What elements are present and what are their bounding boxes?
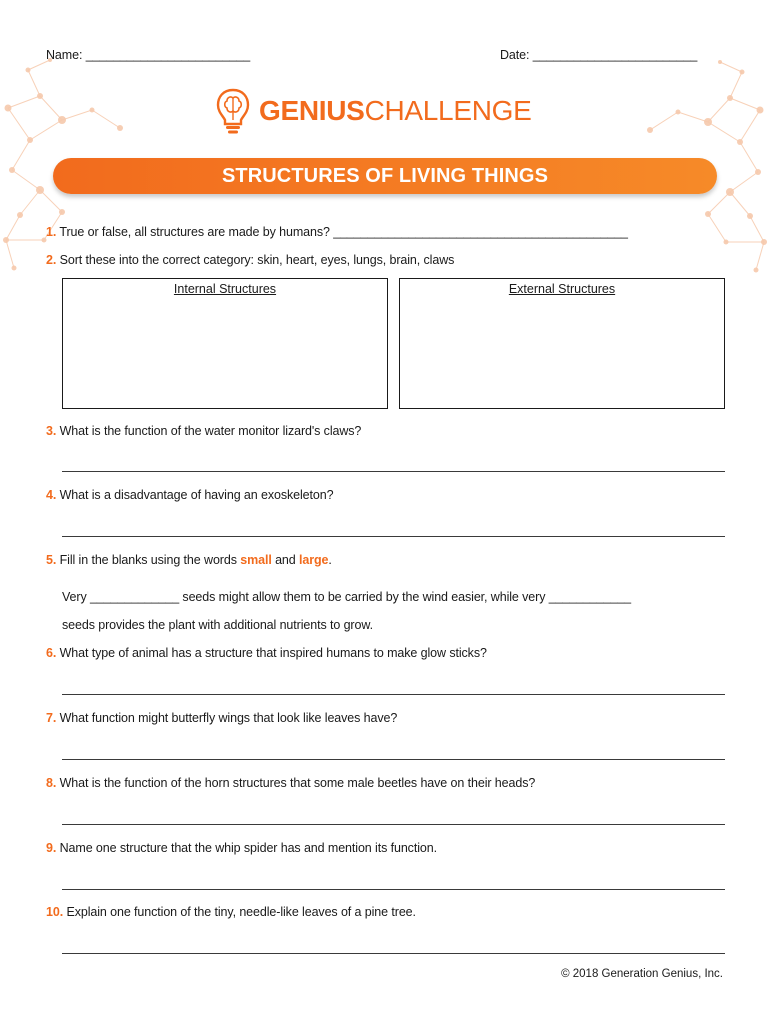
question-4 <box>46 488 333 502</box>
question-text: Name one structure that the whip spider has and mention its function. <box>59 841 437 855</box>
fill-in-line-1[interactable]: Very _____________ seeds might allow them to be carried by the wind easier, while very ____________ <box>62 590 631 604</box>
question-number: 2. <box>46 253 57 267</box>
question-text-mid: and <box>271 553 300 567</box>
question-number: 3. <box>46 424 57 438</box>
question-number: 8. <box>46 776 57 790</box>
genius-challenge-logo <box>215 86 531 136</box>
question-number: 1. <box>46 225 57 239</box>
answer-line-6[interactable] <box>62 694 725 695</box>
title-banner <box>53 158 717 194</box>
question-6 <box>46 646 487 660</box>
answer-line-4[interactable] <box>62 536 725 537</box>
question-number: 4. <box>46 488 57 502</box>
question-number: 7. <box>46 711 57 725</box>
question-5 <box>46 553 332 567</box>
answer-line-9[interactable] <box>62 889 725 890</box>
word-large: large <box>299 553 329 567</box>
question-number: 9. <box>46 841 57 855</box>
question-text: What function might butterfly wings that look like leaves have? <box>59 711 398 725</box>
brand-name-bold: GENIUS <box>259 95 365 126</box>
question-7 <box>46 711 397 725</box>
copyright-footer: © 2018 Generation Genius, Inc. <box>561 968 723 980</box>
question-text: What type of animal has a structure that inspired humans to make glow sticks? <box>59 646 487 660</box>
question-9 <box>46 841 437 855</box>
external-structures-box[interactable] <box>399 278 725 409</box>
brand-name-light: CHALLENGE <box>364 95 532 126</box>
question-3 <box>46 424 361 438</box>
answer-line-8[interactable] <box>62 824 725 825</box>
question-text: Sort these into the correct category: skin, heart, eyes, lungs, brain, claws <box>59 253 455 267</box>
question-text: What is the function of the horn structures that some male beetles have on their heads? <box>59 776 536 790</box>
question-number: 5. <box>46 553 57 567</box>
question-text-before: Fill in the blanks using the words <box>59 553 241 567</box>
question-text-after: . <box>328 553 332 567</box>
question-text: What is the function of the water monitor lizard's claws? <box>59 424 362 438</box>
lightbulb-brain-icon <box>215 87 251 135</box>
date-field[interactable]: Date: ________________________ <box>500 48 698 62</box>
name-field[interactable]: Name: ________________________ <box>46 48 251 62</box>
answer-line-7[interactable] <box>62 759 725 760</box>
answer-line-3[interactable] <box>62 471 725 472</box>
internal-structures-box[interactable] <box>62 278 388 409</box>
answer-line-10[interactable] <box>62 953 725 954</box>
question-number: 6. <box>46 646 57 660</box>
word-small: small <box>240 553 272 567</box>
question-1 <box>46 225 628 239</box>
question-text: Explain one function of the tiny, needle-like leaves of a pine tree. <box>66 905 416 919</box>
internal-structures-heading: Internal Structures <box>173 282 277 296</box>
page-title: STRUCTURES OF LIVING THINGS <box>221 164 549 187</box>
fill-in-line-2: seeds provides the plant with additional nutrients to grow. <box>62 618 373 632</box>
question-10 <box>46 905 416 919</box>
question-8 <box>46 776 535 790</box>
question-text[interactable]: True or false, all structures are made by humans? ___________________________________________ <box>59 225 628 239</box>
question-number: 10. <box>46 905 64 919</box>
question-text: What is a disadvantage of having an exoskeleton? <box>59 488 334 502</box>
question-2 <box>46 253 454 267</box>
external-structures-heading: External Structures <box>508 282 616 296</box>
